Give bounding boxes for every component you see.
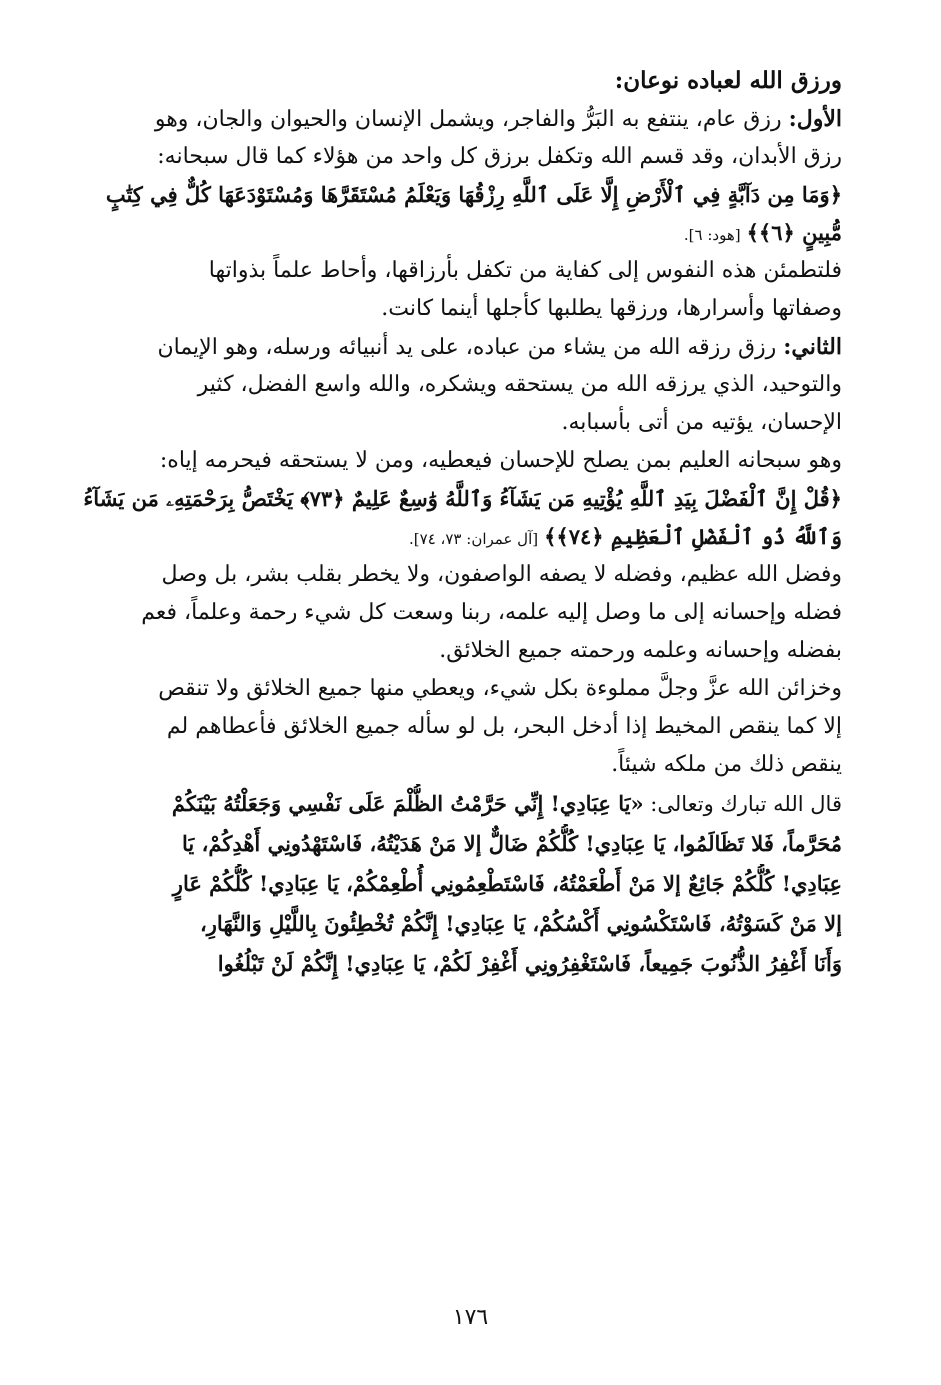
- paragraph4-line-3: ينقص ذلك من ملكه شيئاً.: [611, 752, 842, 777]
- paragraph3-line-2: فضله وإحسانه إلى ما وصل إليه علمه، ربنا وسعت كل شيء رحمة وعلماً، فعم: [141, 600, 842, 625]
- section2-line-3: الإحسان، يؤتيه من أتى بأسبابه.: [561, 410, 842, 435]
- verse-imran-line-1: ﴿قُلْ إِنَّ ٱلْفَضْلَ بِيَدِ ٱللَّهِ يُؤْتِيهِ مَن يَشَآءُ وَٱللَّهُ وَٰسِعٌ عَلِيمٌ ﴿٧٣﴾ يَخْتَصُّ بِرَحْمَتِهِۦ مَن يَشَآءُ: [83, 486, 842, 511]
- verse-hud-reference: [هود: ٦].: [683, 226, 741, 244]
- verse-imran-end: وَٱللَّهُ ذُو ٱلْفَضْلِ ٱلْعَظِيمِ ﴿٧٤﴾﴾: [544, 524, 842, 549]
- section2-line-2: والتوحيد، الذي يرزقه الله من يستحقه ويشكره، والله واسع الفضل، كثير: [197, 372, 842, 397]
- section-heading: ورزق الله لعباده نوعان:: [614, 67, 842, 94]
- verse-hud-line-2: [70, 214, 842, 252]
- paragraph4-line-1: وخزائن الله عزَّ وجلَّ مملوءة بكل شيء، ويعطي منها جميع الخلائق ولا تنقص: [158, 676, 842, 701]
- page-body: [70, 62, 842, 984]
- hadith-line-5: وَأَنَا أَغْفِرُ الذُّنُوبَ جَمِيعاً، فَاسْتَغْفِرُونِي أَغْفِرْ لَكُمْ، يَا عِبَادِي! إِنَّكُمْ لَنْ تَبْلُغُوا: [217, 951, 842, 976]
- paragraph4-line-2: إلا كما ينقص المخيط إذا أدخل البحر، بل لو سأله جميع الخلائق فأعطاهم لم: [166, 714, 842, 739]
- verse-hud-line-1: ﴿وَمَا مِن دَآبَّةٍ فِي ٱلْأَرْضِ إِلَّا عَلَى ٱللَّهِ رِزْقُهَا وَيَعْلَمُ مُسْتَقَرَّهَا وَمُسْتَوْدَعَهَا كُلٌّ فِي كِتَٰبٍ: [105, 182, 842, 207]
- hadith-line-1: [70, 784, 842, 824]
- section1-line-2: رزق الأبدان، وقد قسم الله وتكفل برزق كل واحد من هؤلاء كما قال سبحانه:: [157, 144, 842, 169]
- hadith-line-2: مُحَرَّماً، فَلا تَظَالَمُوا، يَا عِبَادِي! كُلُّكُمْ ضَالٌّ إلا مَنْ هَدَيْتُهُ، فَاسْتَهْدُونِي أَهْدِكُمْ، يَا: [182, 831, 842, 856]
- verse-imran-reference: [آل عمران: ٧٣، ٧٤].: [409, 530, 539, 548]
- section2-lead: الثاني:: [783, 334, 842, 360]
- paragraph3-line-1: وفضل الله عظيم، وفضله لا يصفه الواصفون، ولا يخطر بقلب بشر، بل وصل: [161, 562, 842, 587]
- hadith-line-3: عِبَادِي! كُلُّكُمْ جَائِعٌ إلا مَنْ أَطْعَمْتُهُ، فَاسْتَطْعِمُونِي أُطْعِمْكُمْ، يَا عِبَادِي! كُلُّكُمْ عَارٍ: [172, 871, 842, 896]
- paragraph1-line-2: وصفاتها وأسرارها، ورزقها يطلبها كأجلها أينما كانت.: [381, 296, 842, 321]
- page-number: ١٧٦: [452, 1305, 489, 1330]
- hadith-intro: قال الله تبارك وتعالى:: [643, 792, 842, 816]
- verse-hud-end: مُّبِينٍ ﴿٦﴾﴾: [746, 220, 842, 245]
- paragraph3-line-3: بفضله وإحسانه وعلمه ورحمته جميع الخلائق.: [439, 638, 842, 663]
- hadith-text-1: «يَا عِبَادِي! إِنِّي حَرَّمْتُ الظُّلْمَ عَلَى نَفْسِي وَجَعَلْتُهُ بَيْنَكُمْ: [171, 791, 644, 816]
- section2-text-1: رزق رزقه الله من يشاء من عباده، على يد أنبيائه ورسله، وهو الإيمان: [157, 335, 784, 360]
- section1-line-1: [70, 100, 842, 138]
- section2-line-1: [70, 328, 842, 366]
- paragraph1-line-1: فلتطمئن هذه النفوس إلى كفاية من تكفل بأرزاقها، وأحاط علماً بذواتها: [208, 258, 842, 283]
- section1-text-1: رزق عام، ينتفع به البَرُّ والفاجر، ويشمل الإنسان والحيوان والجان، وهو: [154, 107, 789, 132]
- hadith-line-4: إلا مَنْ كَسَوْتُهُ، فَاسْتَكْسُونِي أَكْسُكُمْ، يَا عِبَادِي! إِنَّكُمْ تُخْطِئُونَ بِاللَّيْلِ وَالنَّهَارِ،: [200, 911, 842, 936]
- paragraph2-line-1: وهو سبحانه العليم بمن يصلح للإحسان فيعطيه، ومن لا يستحقه فيحرمه إياه:: [159, 448, 842, 473]
- verse-imran-line-2: [70, 518, 842, 556]
- section1-lead: الأول:: [788, 106, 842, 132]
